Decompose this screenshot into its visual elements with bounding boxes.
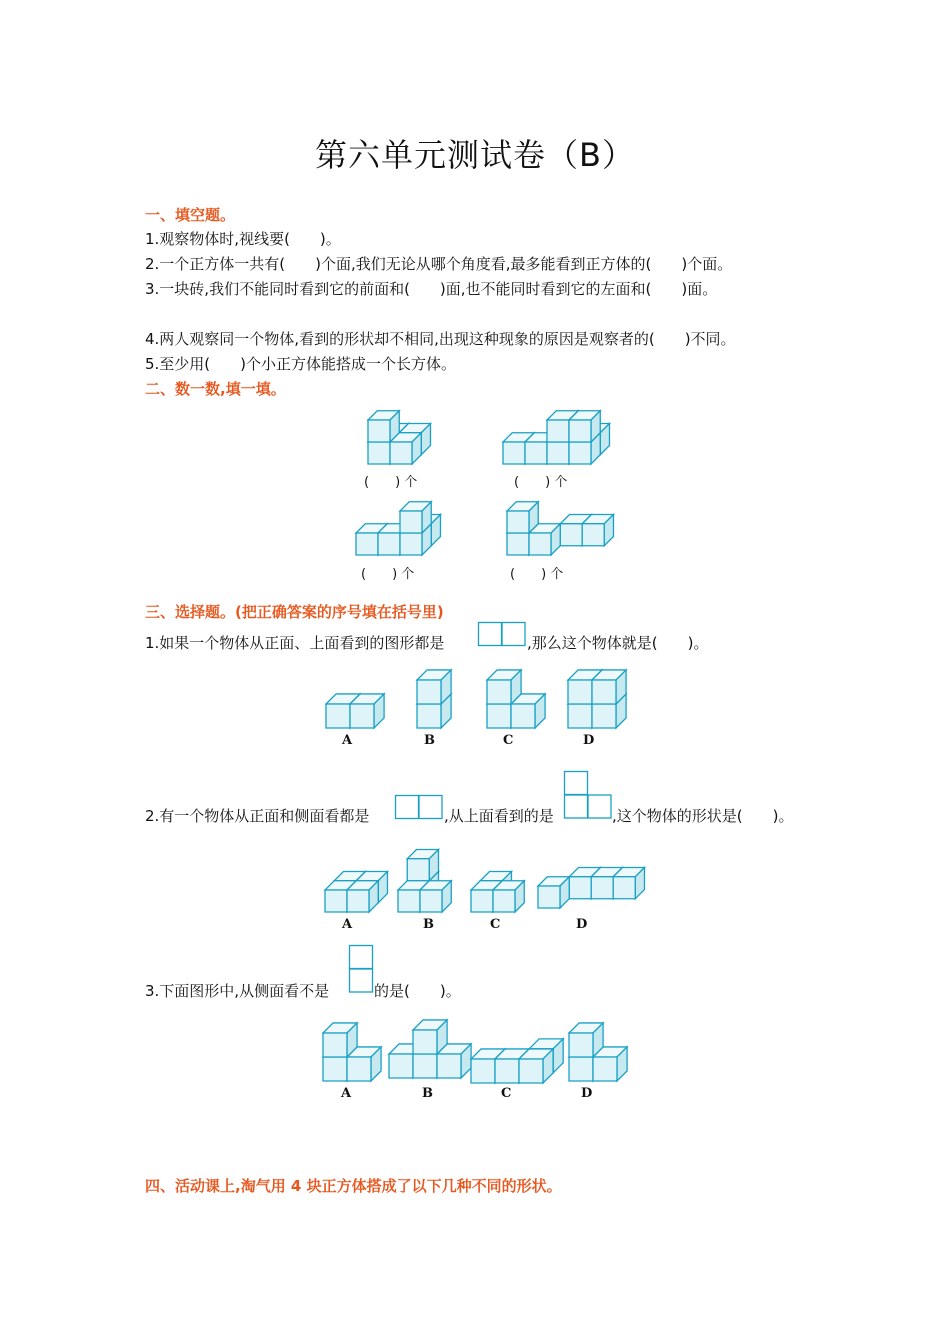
s3-q2-text-mid: ,从上面看到的是 xyxy=(444,807,554,825)
s3-q3-optC xyxy=(471,1083,566,1085)
s3-q3-label-d: D xyxy=(581,1086,593,1101)
s2-fig1 xyxy=(368,464,433,466)
s3-q1-optD xyxy=(568,728,629,730)
s2-fig3-answer: ( ) 个 xyxy=(361,567,415,582)
s3-q2-top-view-shape xyxy=(564,771,612,819)
section-2-heading: 二、数一数,填一填。 xyxy=(145,380,286,398)
s3-q1-label-b: B xyxy=(424,733,435,748)
s3-q3-label-c: C xyxy=(501,1086,512,1101)
s3-q2-optC xyxy=(471,912,527,914)
s3-q1-label-d: D xyxy=(583,733,595,748)
s3-q2-text-end: ,这个物体的形状是( )。 xyxy=(612,807,794,825)
s3-q3-text-start: 3.下面图形中,从侧面看不是 xyxy=(145,982,330,1000)
s3-q1-label-c: C xyxy=(503,733,514,748)
s1-question-3: 3.一块砖,我们不能同时看到它的前面和( )面,也不能同时看到它的左面和( )面。 xyxy=(145,280,718,298)
s1-question-4: 4.两人观察同一个物体,看到的形状却不相同,出现这种现象的原因是观察者的( )不同。 xyxy=(145,330,736,348)
s3-q2-text-start: 2.有一个物体从正面和侧面看都是 xyxy=(145,807,370,825)
s3-q2-label-c: C xyxy=(490,917,501,932)
s2-fig2 xyxy=(503,464,612,466)
s3-q3-optA xyxy=(323,1081,384,1083)
s3-q2-label-d: D xyxy=(576,917,588,932)
s3-q1-optA xyxy=(326,728,387,730)
section-1-heading: 一、填空题。 xyxy=(145,206,236,224)
s2-fig4 xyxy=(507,555,616,557)
s3-q2-front-view-shape xyxy=(395,795,443,819)
s1-question-1: 1.观察物体时,视线要( )。 xyxy=(145,230,341,248)
s2-fig4-answer: ( ) 个 xyxy=(510,567,564,582)
s3-q3-label-b: B xyxy=(422,1086,433,1101)
s3-q1-text-end: ,那么这个物体就是( )。 xyxy=(527,634,709,652)
s3-q3-label-a: A xyxy=(341,1086,352,1101)
s3-q1-label-a: A xyxy=(342,733,353,748)
page-title: 第六单元测试卷（B） xyxy=(315,136,635,174)
s3-q1-text-start: 1.如果一个物体从正面、上面看到的图形都是 xyxy=(145,634,445,652)
s3-q2-label-b: B xyxy=(423,917,434,932)
s3-q2-optB xyxy=(398,912,454,914)
s3-q3-optB xyxy=(389,1078,474,1080)
s2-fig1-answer: ( ) 个 xyxy=(364,475,418,490)
s3-q3-optD xyxy=(569,1081,630,1083)
s3-q1-optB xyxy=(417,728,454,730)
s3-q3-side-view-shape xyxy=(349,945,373,993)
s3-q2-label-a: A xyxy=(342,917,353,932)
s2-fig2-answer: ( ) 个 xyxy=(514,475,568,490)
s1-question-2: 2.一个正方体一共有( )个面,我们无论从哪个角度看,最多能看到正方体的( )个面。 xyxy=(145,255,733,273)
s3-q3-text-end: 的是( )。 xyxy=(374,982,461,1000)
s3-q2-optD xyxy=(538,908,647,910)
s3-q2-optA xyxy=(325,912,390,914)
s2-fig3 xyxy=(356,555,443,557)
s3-q1-optC xyxy=(487,728,548,730)
s1-question-5: 5.至少用( )个小正方体能搭成一个长方体。 xyxy=(145,355,457,373)
s3-q1-view-shape xyxy=(478,622,526,646)
section-4-heading: 四、活动课上,淘气用 4 块正方体搭成了以下几种不同的形状。 xyxy=(145,1177,562,1195)
section-3-heading: 三、选择题。(把正确答案的序号填在括号里) xyxy=(145,603,444,621)
